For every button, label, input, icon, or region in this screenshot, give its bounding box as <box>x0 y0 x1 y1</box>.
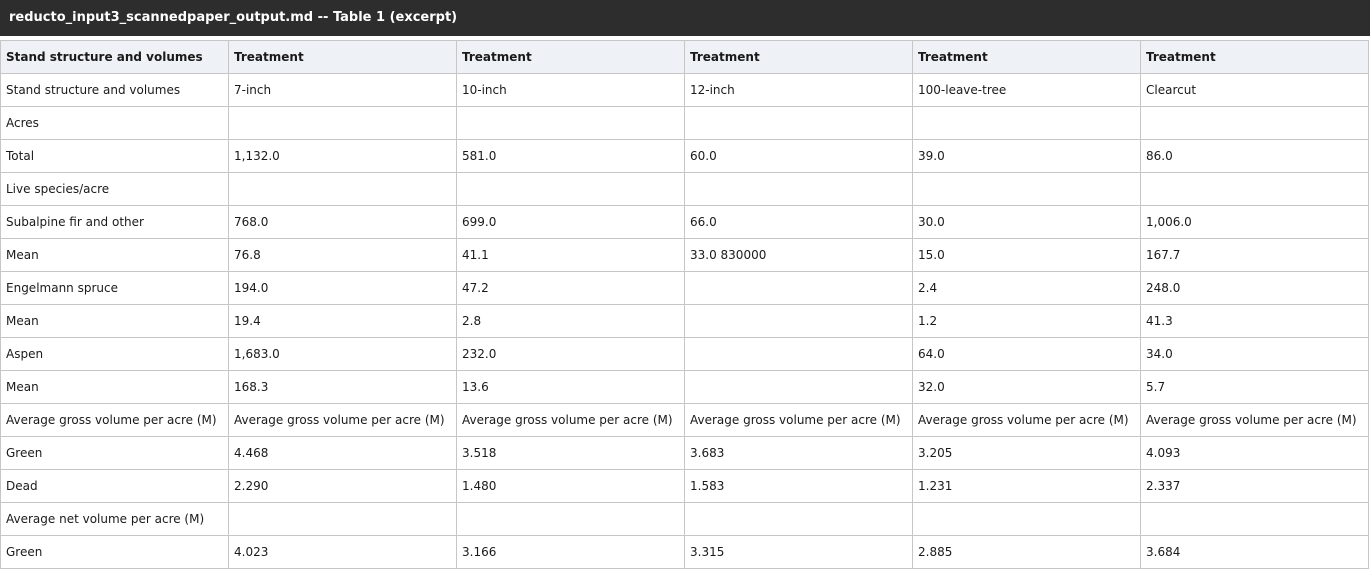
table-cell <box>685 107 913 140</box>
table-cell <box>685 371 913 404</box>
table-cell: 10-inch <box>457 74 685 107</box>
row-label-cell: Dead <box>1 470 229 503</box>
table-cell: 2.4 <box>913 272 1141 305</box>
table-cell: 64.0 <box>913 338 1141 371</box>
table-cell: 167.7 <box>1141 239 1369 272</box>
header-row <box>1 41 1369 74</box>
table-cell: Average gross volume per acre (M) <box>1141 404 1369 437</box>
table-row <box>1 107 1369 140</box>
row-label-cell: Green <box>1 437 229 470</box>
table-cell: 4.023 <box>229 536 457 569</box>
table-row <box>1 371 1369 404</box>
table-cell <box>685 305 913 338</box>
table-cell: 60.0 <box>685 140 913 173</box>
table-cell: 39.0 <box>913 140 1141 173</box>
table-cell: Average gross volume per acre (M) <box>913 404 1141 437</box>
table-row <box>1 140 1369 173</box>
table-row <box>1 239 1369 272</box>
table-cell: 248.0 <box>1141 272 1369 305</box>
table-cell: 3.166 <box>457 536 685 569</box>
column-header: Treatment <box>1141 41 1369 74</box>
table-cell: 3.683 <box>685 437 913 470</box>
table-row <box>1 74 1369 107</box>
table-cell: 19.4 <box>229 305 457 338</box>
table-cell: 1.583 <box>685 470 913 503</box>
row-label-cell: Stand structure and volumes <box>1 74 229 107</box>
window-title-bar <box>0 0 1370 36</box>
table-cell: 100-leave-tree <box>913 74 1141 107</box>
column-header: Treatment <box>229 41 457 74</box>
table-cell: Clearcut <box>1141 74 1369 107</box>
table-cell: 33.0 830000 <box>685 239 913 272</box>
row-label-cell: Average gross volume per acre (M) <box>1 404 229 437</box>
table-row <box>1 536 1369 569</box>
table-cell: 2.8 <box>457 305 685 338</box>
row-label-cell: Mean <box>1 239 229 272</box>
column-header: Treatment <box>913 41 1141 74</box>
table-cell: 2.337 <box>1141 470 1369 503</box>
table-row <box>1 404 1369 437</box>
table-cell <box>1141 173 1369 206</box>
table-row <box>1 173 1369 206</box>
table-cell: 12-inch <box>685 74 913 107</box>
table-cell: 13.6 <box>457 371 685 404</box>
table-cell: 1,683.0 <box>229 338 457 371</box>
table-cell: 41.3 <box>1141 305 1369 338</box>
row-label-cell: Engelmann spruce <box>1 272 229 305</box>
table-row <box>1 437 1369 470</box>
table-cell <box>913 107 1141 140</box>
table-cell: Average gross volume per acre (M) <box>685 404 913 437</box>
table-cell: 3.518 <box>457 437 685 470</box>
table-header <box>1 41 1369 74</box>
table-cell <box>913 503 1141 536</box>
table-cell: 76.8 <box>229 239 457 272</box>
table-cell: 1.480 <box>457 470 685 503</box>
table-row <box>1 338 1369 371</box>
table-cell: 4.468 <box>229 437 457 470</box>
row-label-cell: Total <box>1 140 229 173</box>
table-row <box>1 470 1369 503</box>
table-cell: 5.7 <box>1141 371 1369 404</box>
table-cell: 2.885 <box>913 536 1141 569</box>
column-header: Stand structure and volumes <box>1 41 229 74</box>
table-cell: 4.093 <box>1141 437 1369 470</box>
table-cell <box>229 503 457 536</box>
table-cell <box>685 272 913 305</box>
table-cell: 1,006.0 <box>1141 206 1369 239</box>
table-row <box>1 305 1369 338</box>
table-cell: 3.684 <box>1141 536 1369 569</box>
table-cell <box>913 173 1141 206</box>
table-cell <box>229 107 457 140</box>
table-container <box>0 40 1369 569</box>
table-cell: Average gross volume per acre (M) <box>229 404 457 437</box>
table-cell: 15.0 <box>913 239 1141 272</box>
table-cell: 7-inch <box>229 74 457 107</box>
table-cell: 581.0 <box>457 140 685 173</box>
table-cell: Average gross volume per acre (M) <box>457 404 685 437</box>
table-cell: 3.315 <box>685 536 913 569</box>
table-cell: 30.0 <box>913 206 1141 239</box>
table-cell: 47.2 <box>457 272 685 305</box>
table-cell: 168.3 <box>229 371 457 404</box>
table-cell: 66.0 <box>685 206 913 239</box>
table-cell <box>685 173 913 206</box>
table-cell <box>1141 107 1369 140</box>
table-cell: 41.1 <box>457 239 685 272</box>
table-row <box>1 206 1369 239</box>
row-label-cell: Subalpine fir and other <box>1 206 229 239</box>
table-cell: 194.0 <box>229 272 457 305</box>
table-cell: 232.0 <box>457 338 685 371</box>
table-cell: 32.0 <box>913 371 1141 404</box>
column-header: Treatment <box>457 41 685 74</box>
table-cell <box>1141 503 1369 536</box>
table-cell: 1,132.0 <box>229 140 457 173</box>
table-cell <box>685 338 913 371</box>
table-cell: 1.2 <box>913 305 1141 338</box>
table-cell: 3.205 <box>913 437 1141 470</box>
table-cell: 2.290 <box>229 470 457 503</box>
row-label-cell: Mean <box>1 305 229 338</box>
table-row <box>1 272 1369 305</box>
table-cell <box>685 503 913 536</box>
row-label-cell: Average net volume per acre (M) <box>1 503 229 536</box>
row-label-cell: Green <box>1 536 229 569</box>
table-cell: 699.0 <box>457 206 685 239</box>
window-title: reducto_input3_scannedpaper_output.md -- Table 1 (excerpt) <box>9 10 458 25</box>
table-cell: 86.0 <box>1141 140 1369 173</box>
row-label-cell: Aspen <box>1 338 229 371</box>
row-label-cell: Mean <box>1 371 229 404</box>
row-label-cell: Live species/acre <box>1 173 229 206</box>
table-row <box>1 503 1369 536</box>
table-cell <box>457 503 685 536</box>
table-cell <box>457 173 685 206</box>
table-cell <box>229 173 457 206</box>
table-cell <box>457 107 685 140</box>
data-table <box>0 40 1369 569</box>
table-cell: 768.0 <box>229 206 457 239</box>
table-cell: 1.231 <box>913 470 1141 503</box>
table-body <box>1 74 1369 569</box>
row-label-cell: Acres <box>1 107 229 140</box>
table-cell: 34.0 <box>1141 338 1369 371</box>
column-header: Treatment <box>685 41 913 74</box>
